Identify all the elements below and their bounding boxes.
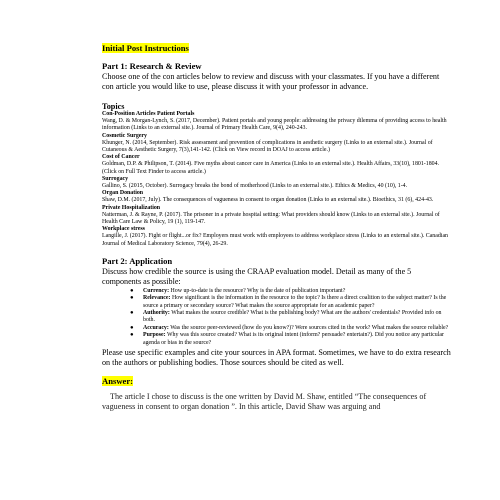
- topic-title: Cost of Cancer: [102, 154, 140, 161]
- criteria-item: ● Relevance: How significant is the information in the resource to the topic? Is there a direct coalition to the subject matter? Is the source a primary or secondary source? What makes the source appropriate for an academic paper?: [130, 295, 447, 309]
- topic-citation: Khunger, N. (2014, September). Risk assessment and prevention of complications in aesthetic surgery (Links to an external site.). Journal of Cutaneous & Aesthetic Surgery, 7(3),141-142. (Click on View record in DOAJ to access article.): [102, 139, 433, 154]
- answer-heading: Answer:: [102, 376, 134, 387]
- topic-title: Surrogacy: [102, 175, 129, 182]
- topic-citation: Goldman, D.P. & Philipson, T. (2014). Five myths about cancer care in America (Links to an external site.). Health Affairs, 33(10), 1801-1804. (Click on Full Text Finder to access article.): [102, 161, 440, 175]
- topic-citation: Gallino, S. (2015, October). Surrogacy breaks the bond of motherhood (Links to an external site.). Ethics & Medics, 40 (10), 1-4.: [102, 183, 408, 190]
- topics-heading: Topics: [102, 102, 125, 111]
- criteria-item: ● Accuracy: Was the source peer-reviewed (how do you know?)? Were sources cited in the work? What makes the source reliable?: [130, 324, 449, 331]
- bullet-icon: ●: [130, 310, 134, 317]
- criteria-item: ● Currency: How up-to-date is the resource? Why is the date of publication important?: [130, 287, 346, 294]
- topic-title: Con-Position Articles Patient Portals: [102, 111, 195, 117]
- topic-citation: Wang, D. & Morgan-Lynch, S. (2017, December). Patient portals and young people: addressing the privacy dilemma of providing access to health information (Links to an external site.). Journal of Primary Health Care, 9(4), 240-243.: [102, 118, 447, 132]
- topic-citation: Langille, J. (2017). Fight or flight...or fix? Employers must work with employees to address workplace stress (Links to an external site.). Canadian Journal of Medical Laboratory Science, 79(4), 26-29.: [102, 233, 448, 247]
- part2-closing: Please use specific examples and cite your sources in APA format. Sometimes, we have to do extra research on the authors or publishing bodies. Those sources should be cited as well.: [102, 348, 451, 368]
- topics-list: [102, 111, 452, 248]
- part2-heading: Part 2: Application: [102, 255, 173, 266]
- part1-text: Choose one of the con articles below to review and discuss with your classmates. If you have a different con article you would like to use, please discuss it with your professor in advance.: [102, 72, 440, 91]
- bullet-icon: ●: [130, 295, 134, 302]
- part2-intro: Discuss how credible the source is using the CRAAP evaluation model. Detail as many of the 5 components as possible:: [102, 266, 412, 286]
- part1-heading: Part 1: Research & Review: [102, 61, 202, 71]
- instructions-title: Initial Post Instructions: [102, 43, 189, 53]
- topic-title: Private Hospitalization: [102, 204, 161, 211]
- topic-citation: Shaw, D.M. (2017, July). The consequences of vagueness in consent to organ donation (Links to an external site.). Bioethics, 31 (6), 424-43.: [102, 197, 434, 204]
- topic-title: Organ Donation: [102, 190, 144, 197]
- criteria-item: ● Authority: What makes the source credible? What is the publishing body? What are the authors' credentials? Provided info on both.: [130, 310, 442, 324]
- criteria-item: ● Purpose: Why was this source created? What is its original intent (inform? persuade? entertain?). Did you notice any particular agenda or bias in the source?: [130, 332, 444, 346]
- craap-criteria-list: [102, 288, 452, 347]
- bullet-icon: ●: [130, 332, 134, 339]
- bullet-icon: ●: [130, 324, 134, 331]
- topic-citation: Natterman, J. & Rayne, P. (2017). The prisoner in a private hospital setting: What providers should know (Links to an external site.). Journal of Health Care Law & Policy, 19 (1), 119-147.: [102, 211, 440, 226]
- answer-text: The article I chose to discuss is the one written by David M. Shaw, entitled “The consequences of vagueness in consent to organ donation ”. In this article, David Shaw was arguing and: [102, 392, 427, 412]
- topic-title: Cosmetic Surgery: [102, 132, 147, 139]
- topic-title: Workplace stress: [102, 226, 145, 233]
- bullet-icon: ●: [130, 287, 134, 294]
